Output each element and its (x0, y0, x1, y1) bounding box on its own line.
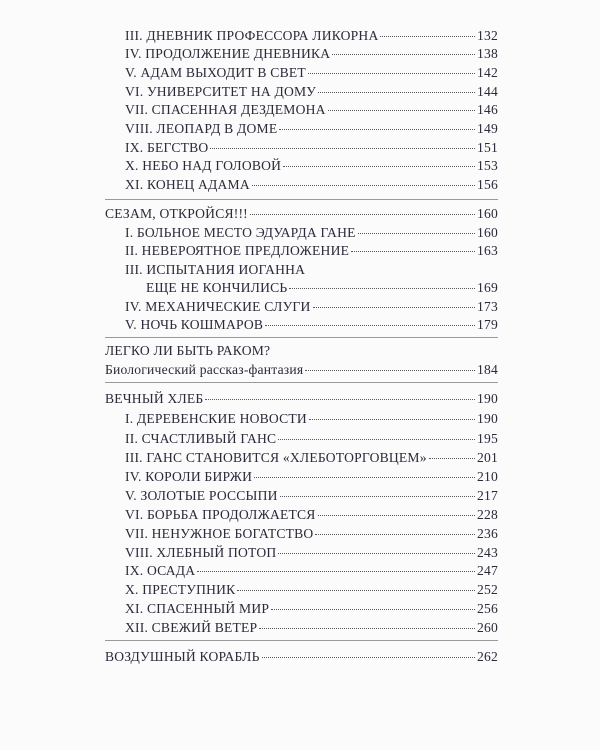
toc-entry-page: 201 (477, 450, 498, 465)
leader-dots (280, 495, 475, 497)
toc-entry-page: 247 (477, 563, 498, 578)
toc-entry (125, 506, 498, 523)
toc-entry-page: 260 (477, 620, 498, 635)
toc-entry-title: IV. МЕХАНИЧЕСКИЕ СЛУГИ (125, 299, 311, 314)
toc-entry-title: ВЕЧНЫЙ ХЛЕБ (105, 391, 204, 406)
toc-entry-page: 217 (477, 488, 498, 503)
toc-entry-title: IV. КОРОЛИ БИРЖИ (125, 469, 253, 484)
toc-entry (125, 120, 498, 137)
leader-dots (237, 589, 475, 591)
leader-dots (262, 656, 475, 658)
leader-dots (351, 250, 475, 252)
toc-entry-title: VIII. ЛЕОПАРД В ДОМЕ (125, 121, 278, 136)
toc-entry (125, 600, 498, 617)
toc-entry (125, 83, 498, 100)
toc-entry-page: 163 (477, 243, 498, 258)
leader-dots (254, 476, 475, 478)
toc-entry-page: 142 (477, 65, 498, 80)
toc-entry (105, 361, 498, 378)
toc-entry (125, 176, 498, 193)
toc-entry-page: 169 (477, 280, 498, 295)
toc-entry-page: 144 (477, 84, 498, 99)
leader-dots (332, 53, 475, 55)
toc-entry-title: ЛЕГКО ЛИ БЫТЬ РАКОМ? (105, 343, 271, 358)
section-divider (105, 640, 498, 641)
toc-entry (125, 157, 498, 174)
toc-entry-page: 160 (477, 225, 498, 240)
section-divider (105, 199, 498, 200)
toc-entry-title: VI. УНИВЕРСИТЕТ НА ДОМУ (125, 84, 317, 99)
leader-dots (358, 232, 475, 234)
toc-entry (125, 242, 498, 259)
toc-entry-title: VIII. ХЛЕБНЫЙ ПОТОП (125, 545, 277, 560)
section-divider (105, 337, 498, 338)
toc-entry-title: V. АДАМ ВЫХОДИТ В СВЕТ (125, 65, 306, 80)
leader-dots (278, 438, 475, 440)
toc-entry-title: V. НОЧЬ КОШМАРОВ (125, 317, 264, 332)
toc-entry-title: X. ПРЕСТУПНИК (125, 582, 236, 597)
toc-entry-title: IX. БЕГСТВО (125, 140, 209, 155)
toc-entry-page: 184 (477, 362, 498, 377)
leader-dots (210, 147, 475, 149)
toc-entry-title: VII. НЕНУЖНОЕ БОГАТСТВО (125, 526, 314, 541)
toc-entry-page: 190 (477, 411, 498, 426)
toc-entry-page: 256 (477, 601, 498, 616)
toc-entry-continuation (146, 279, 498, 296)
leader-dots (265, 324, 475, 326)
toc-entry-page: 160 (477, 206, 498, 221)
toc-entry-title: VI. БОРЬБА ПРОДОЛЖАЕТСЯ (125, 507, 316, 522)
toc-entry-title: СЕЗАМ, ОТКРОЙСЯ!!! (105, 206, 248, 221)
toc-entry (125, 487, 498, 504)
toc-entry-title: IX. ОСАДА (125, 563, 196, 578)
leader-dots (271, 608, 475, 610)
toc-entry-page: 195 (477, 431, 498, 446)
leader-dots (252, 184, 475, 186)
toc-entry (125, 525, 498, 542)
toc-section-heading (105, 205, 498, 222)
toc-entry-title: Биологический рассказ-фантазия (105, 362, 304, 377)
toc-entry-title: I. ДЕРЕВЕНСКИЕ НОВОСТИ (125, 411, 307, 426)
toc-entry-page: 149 (477, 121, 498, 136)
toc-entry-page: 132 (477, 28, 498, 43)
toc-entry-page: 173 (477, 299, 498, 314)
toc-entry-title: II. СЧАСТЛИВЫЙ ГАНС (125, 431, 277, 446)
toc-entry (125, 581, 498, 598)
toc-section-heading (105, 648, 498, 665)
toc-section-heading (105, 342, 498, 359)
leader-dots (313, 306, 476, 308)
toc-entry-title: III. ГАНС СТАНОВИТСЯ «ХЛЕБОТОРГОВЦЕМ» (125, 450, 427, 465)
leader-dots (250, 213, 475, 215)
toc-entry-title: II. НЕВЕРОЯТНОЕ ПРЕДЛОЖЕНИЕ (125, 243, 350, 258)
toc-entry-page: 228 (477, 507, 498, 522)
toc-entry-page: 156 (477, 177, 498, 192)
toc-entry (125, 101, 498, 118)
toc-entry-title: III. ДНЕВНИК ПРОФЕССОРА ЛИКОРНА (125, 28, 379, 43)
toc-entry-page: 179 (477, 317, 498, 332)
toc-entry (125, 468, 498, 485)
leader-dots (279, 128, 475, 130)
toc-entry-page: 151 (477, 140, 498, 155)
toc-entry (125, 27, 498, 44)
toc-entry-page: 153 (477, 158, 498, 173)
toc-entry-page: 190 (477, 391, 498, 406)
toc-entry-title: ВОЗДУШНЫЙ КОРАБЛЬ (105, 649, 260, 664)
leader-dots (283, 165, 475, 167)
toc-entry (125, 316, 498, 333)
toc-entry-title: IV. ПРОДОЛЖЕНИЕ ДНЕВНИКА (125, 46, 331, 61)
toc-entry-title: ЕЩЕ НЕ КОНЧИЛИСЬ (146, 280, 288, 295)
toc-entry (125, 261, 498, 278)
toc-entry-page: 252 (477, 582, 498, 597)
leader-dots (318, 514, 475, 516)
toc-entry (125, 224, 498, 241)
leader-dots (305, 369, 475, 371)
toc-entry (125, 449, 498, 466)
toc-entry (125, 544, 498, 561)
toc-entry-page: 262 (477, 649, 498, 664)
toc-entry-title: III. ИСПЫТАНИЯ ИОГАННА (125, 262, 306, 277)
leader-dots (197, 570, 475, 572)
leader-dots (289, 287, 475, 289)
toc-entry-title: V. ЗОЛОТЫЕ РОССЫПИ (125, 488, 278, 503)
toc-entry-page: 146 (477, 102, 498, 117)
leader-dots (318, 91, 475, 93)
toc-entry-page: 138 (477, 46, 498, 61)
toc-entry-page: 210 (477, 469, 498, 484)
toc-entry-title: X. НЕБО НАД ГОЛОВОЙ (125, 158, 282, 173)
leader-dots (259, 627, 475, 629)
toc-entry (125, 139, 498, 156)
leader-dots (309, 418, 475, 420)
toc-section-heading (105, 390, 498, 407)
leader-dots (429, 457, 475, 459)
toc-entry (125, 298, 498, 315)
toc-entry-title: I. БОЛЬНОЕ МЕСТО ЭДУАРДА ГАНЕ (125, 225, 356, 240)
toc-entry (125, 619, 498, 636)
toc-entry (125, 64, 498, 81)
toc-entry-title: VII. СПАСЕННАЯ ДЕЗДЕМОНА (125, 102, 326, 117)
leader-dots (328, 109, 475, 111)
toc-entry (125, 45, 498, 62)
leader-dots (315, 533, 475, 535)
toc-entry-title: XI. КОНЕЦ АДАМА (125, 177, 250, 192)
leader-dots (278, 552, 475, 554)
toc-entry-page: 243 (477, 545, 498, 560)
toc-entry-page: 236 (477, 526, 498, 541)
toc-entry (125, 430, 498, 447)
toc-entry-title: XII. СВЕЖИЙ ВЕТЕР (125, 620, 258, 635)
leader-dots (380, 35, 475, 37)
leader-dots (205, 398, 475, 400)
toc-entry-title: XI. СПАСЕННЫЙ МИР (125, 601, 270, 616)
leader-dots (308, 72, 475, 74)
section-divider (105, 382, 498, 383)
toc-entry (125, 562, 498, 579)
toc-entry (125, 410, 498, 427)
